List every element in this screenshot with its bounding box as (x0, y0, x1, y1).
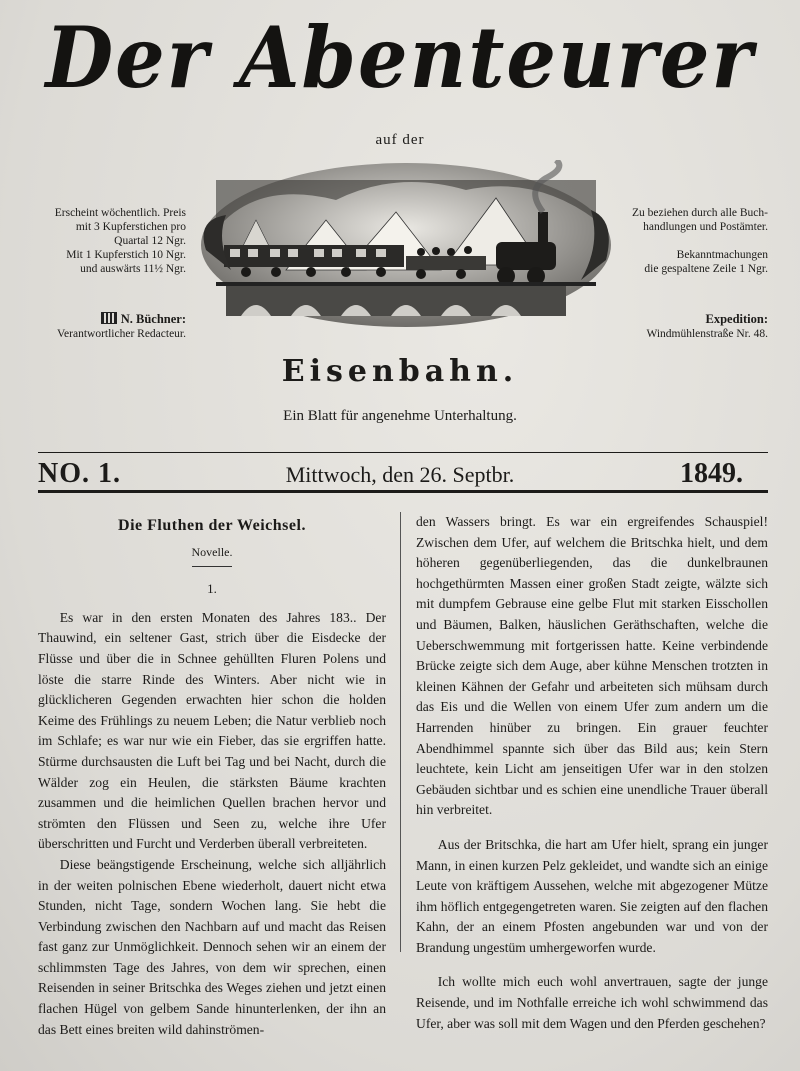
issue-date: Mittwoch, den 26. Septbr. (285, 462, 515, 487)
rail-track (216, 282, 596, 286)
office-label: Expedition: (705, 312, 768, 326)
ornament-icon (101, 312, 117, 324)
paragraph: den Wassers bringt. Es war ein ergreifendes Schauspiel! Zwischen dem Ufer, auf welchem die Britschka hielt, und dem höheren gegenüberliegenden, das die dunkelbraunen hochgethürmten Massen einer großen Stadt zeigte, wälzte sich mit dumpfem Gebrause eine gelbe Flut mit starken Eisschollen und Bäumen, Balken, häuslichen Geräthschaften, welche die Ueberschwemmung mit fortgerissen hatte. Keine verbindende Brücke zeigte sich dem Auge, aber kühne Menschen trotzten in kleinen Kähnen der Gefahr und arbeiteten sich mühsam durch das Eis und die Wellen von einem Ufer zum andern um die Harrenden hinüber zu bringen. Ein grauer feuchter Abendhimmel spannte sich über das Bild aus; kein Stern leuchtete, kein Licht am jenseitigen Ufer war in den stolzen Gebäuden sichtbar und es schien eine unendliche Trauer überall hin verbreitet. (416, 514, 768, 818)
locomotive (496, 242, 556, 270)
masthead-subject: Eisenbahn. (281, 354, 519, 389)
article-column-right (416, 512, 768, 1034)
notice-line: Erscheint wöchentlich. Preis (54, 207, 186, 219)
title-rule (192, 566, 232, 567)
notice-line: handlungen und Postämter. (643, 221, 768, 233)
masthead-subtitle: Ein Blatt für angenehme Unterhaltung. (283, 408, 517, 424)
office-address: Windmühlenstraße Nr. 48. (646, 328, 768, 340)
notice-line: mit 3 Kupferstichen pro (75, 221, 186, 233)
notice-spacer (620, 234, 768, 248)
notice-line: Quartal 12 Ngr. (114, 235, 186, 247)
issue-number: NO. 1. (38, 458, 121, 489)
open-wagon (406, 256, 486, 270)
masthead-title: Der Abenteurer (45, 9, 755, 108)
article-column-left (38, 516, 386, 1040)
railway-illustration (196, 160, 616, 340)
chapter-number: 1. (207, 581, 217, 597)
locomotive-chimney (538, 212, 548, 244)
notice-line: Zu beziehen durch alle Buch- (631, 207, 768, 219)
article-title: Die Fluthen der Weichsel. (118, 517, 306, 534)
subscription-notice (36, 206, 186, 276)
editor-name: N. Büchner: (120, 312, 186, 326)
notice-line: Bekanntmachungen (676, 249, 768, 261)
paragraph: Ich wollte mich euch wohl anvertrauen, sagte der junge Reisende, und im Nothfalle erreiche ich wohl schwimmend das Ufer, aber was soll mit dem Wagen und den Pferden geschehen? (416, 974, 768, 1031)
masthead-auf-der: auf der (375, 132, 425, 148)
notice-line: Mit 1 Kupferstich 10 Ngr. (66, 249, 186, 261)
notice-line: die gespaltene Zeile 1 Ngr. (644, 263, 768, 275)
editor-notice (36, 312, 186, 341)
office-notice (620, 312, 768, 341)
editor-role: Verantwortlicher Redacteur. (57, 328, 186, 340)
article-genre: Novelle. (191, 544, 233, 559)
paragraph: Diese beängstigende Erscheinung, welche sich alljährlich in der weiten polnischen Ebene wiederholt, dauert nicht etwa Stunden, nicht Tage, sondern Wochen lang. Sie hebt die Verbindung zwischen den Nachbarn auf und macht das Reisen fast ganz zur Unmöglichkeit. Dennoch sehen wir an einem der schlimmsten Tage des Jahres, von dem wir sprechen, einen Reisenden in seiner Britschka des Weges ziehen und jetzt einen flachen Hügel von gelbem Sande hinunterlenken, der ihn an das Bett eines breiten wild dahinströmen- (38, 856, 386, 1037)
distribution-notice (620, 206, 768, 276)
paragraph: Aus der Britschka, die hart am Ufer hielt, sprang ein junger Mann, in einen kurzen Pelz gekleidet, und wandte sich an einige Leute von kräftigem Aussehen, welche mit abgezogener Mütze ihm höflich entgegengetreten waren. Sie zeigten auf den flachen Kahn, der an einem Pfosten angebunden war und von der Brandung ungestüm umhergeworfen wurde. (416, 836, 768, 955)
header-rule-thick (38, 490, 768, 493)
column-divider (400, 512, 401, 952)
notice-line: und auswärts 11½ Ngr. (80, 263, 186, 275)
issue-year: 1849. (680, 458, 743, 489)
paragraph: Es war in den ersten Monaten des Jahres 183.. Der Thauwind, ein seltener Gast, strich über die Eisdecke der Flüsse und über die in Schnee gehüllten Fluren Polens und löste die starre Rinde des Winters. Aber nicht wie in glücklicheren Gegenden erwachten hier schon die holden Keime des Frühlings zu neuem Leben; die Natur verblieb noch im Schlafe; es war nur wie ein Fieber, das sie ergriffen hatte. Stürme durchsausten die Luft bei Tag und bei Nacht, durch die Wälder zog ein Heulen, die stärksten Bäume krachten zusammen und die heimlichen Quellen brachen hervor und strömten den Flüssen und Seen zu, welche ihre Ufer überschritten und Furcht und Verderben überall verbreiteten. (38, 609, 386, 852)
header-rule (38, 452, 768, 453)
